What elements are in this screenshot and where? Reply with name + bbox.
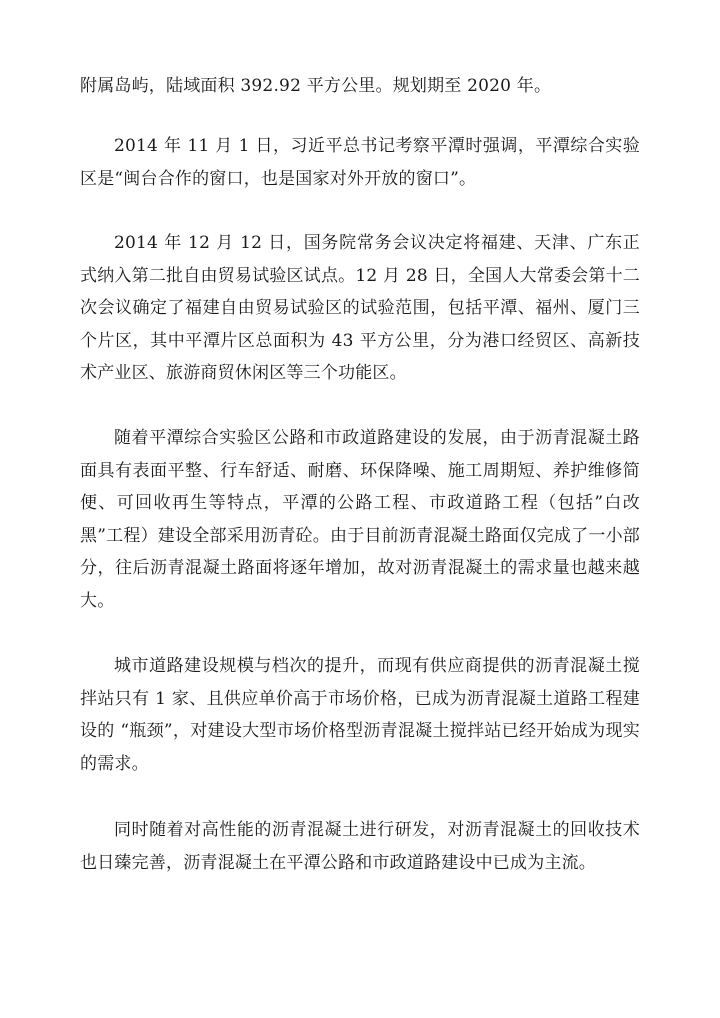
- paragraph-recycling-tech: 同时随着对高性能的沥青混凝土进行研发，对沥青混凝土的回收技术也日臻完善，沥青混凝土在平潭公路和市政道路建设中已成为主流。: [80, 820, 640, 873]
- paragraph-2014-dec: 2014 年 12 月 12 日，国务院常务会议决定将福建、天津、广东正式纳入第二批自由贸易试验区试点。12 月 28 日，全国人大常委会第十二次会议确定了福建自由贸易试验区的试验范围，包括平潭、福州、厦门三个片区，其中平潭片区总面积为 43 平方公里，分为港口经贸区、高新技术产业区、旅游商贸休闲区等三个功能区。: [80, 233, 640, 383]
- paragraph-continuation: 附属岛屿，陆域面积 392.92 平方公里。规划期至 2020 年。: [80, 76, 552, 96]
- paragraph-asphalt-development: 随着平潭综合实验区公路和市政道路建设的发展，由于沥青混凝土路面具有表面平整、行车舒适、耐磨、环保降噪、施工周期短、养护维修简便、可回收再生等特点，平潭的公路工程、市政道路工程（包括”白改黑”工程）建设全部采用沥青砼。由于目前沥青混凝土路面仅完成了一小部分，往后沥青混凝土路面将逐年增加，故对沥青混凝土的需求量也越来越大。: [80, 428, 640, 611]
- paragraph-2014-nov: 2014 年 11 月 1 日，习近平总书记考察平潭时强调，平潭综合实验区是“闽台合作的窗口，也是国家对外开放的窗口”。: [80, 136, 640, 189]
- paragraph-supply-bottleneck: 城市道路建设规模与档次的提升，而现有供应商提供的沥青混凝土搅拌站只有 1 家、且供应单价高于市场价格，已成为沥青混凝土道路工程建设的 “瓶颈”，对建设大型市场价格型沥青混凝土搅拌站已经开始成为现实的需求。: [80, 656, 640, 774]
